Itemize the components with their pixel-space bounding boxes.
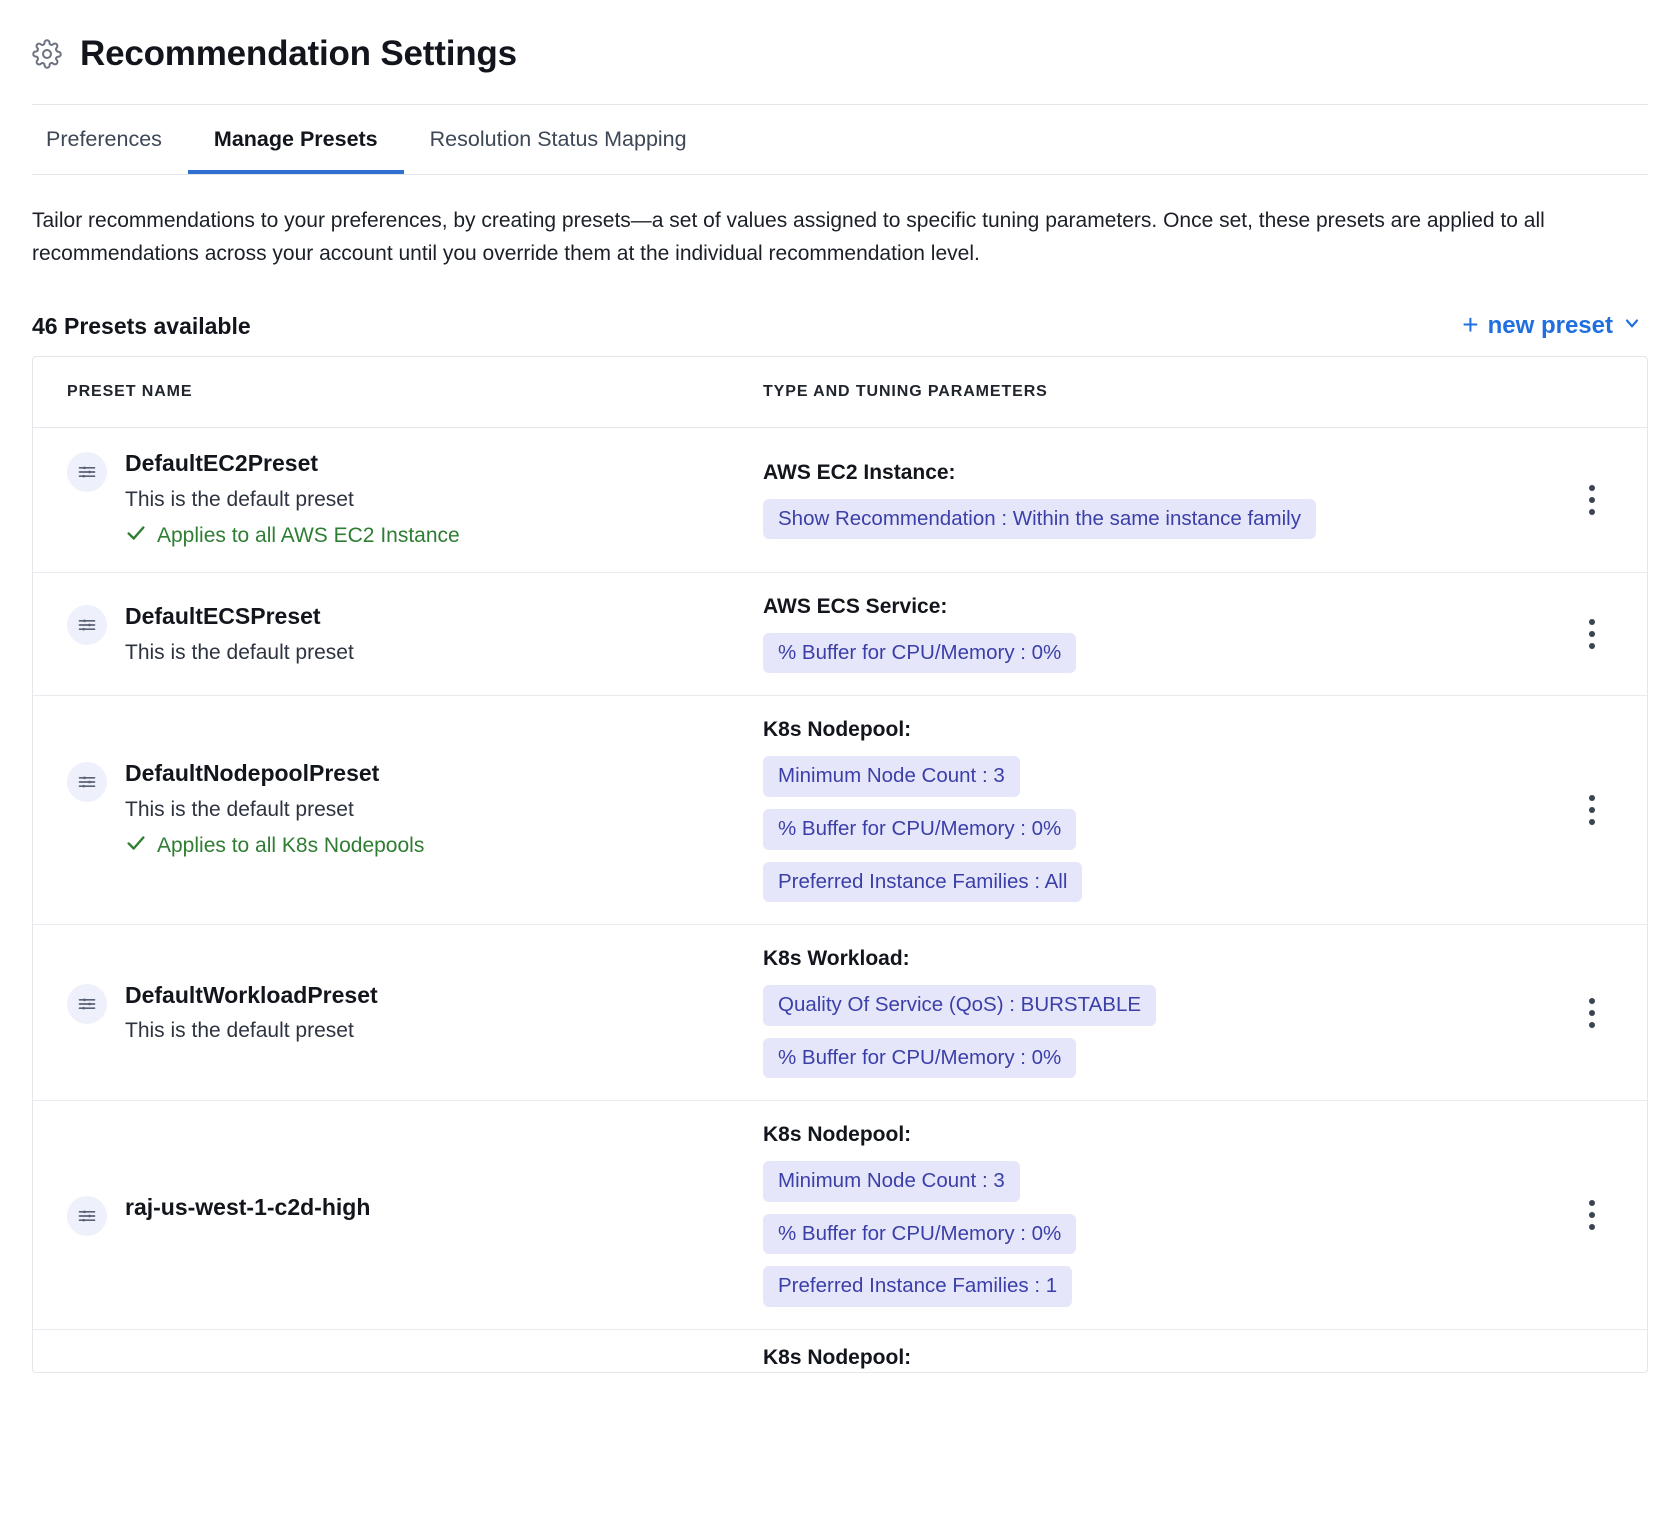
tuning-parameter-chip: Preferred Instance Families : All <box>763 862 1082 903</box>
preset-name: DefaultEC2Preset <box>125 450 319 477</box>
preset-name: DefaultWorkloadPreset <box>125 981 378 1008</box>
row-menu-button[interactable] <box>1575 478 1609 522</box>
preset-name-cell <box>33 760 753 860</box>
row-menu-button[interactable] <box>1575 788 1609 832</box>
new-preset-button[interactable] <box>1462 309 1648 341</box>
applies-to-label <box>125 832 424 860</box>
preset-name-text <box>125 982 378 1044</box>
tuning-parameter-chip: Quality Of Service (QoS) : BURSTABLE <box>763 985 1156 1026</box>
presets-count-label: 46 Presets available <box>32 312 251 339</box>
table-row[interactable] <box>33 573 1647 697</box>
preset-name: DefaultNodepoolPreset <box>125 760 380 787</box>
table-row[interactable] <box>33 428 1647 573</box>
presets-table <box>32 356 1648 1373</box>
sliders-icon <box>67 605 107 645</box>
row-actions-cell <box>1537 612 1647 656</box>
tab-preferences[interactable]: Preferences <box>46 127 162 151</box>
tuning-parameters-cell <box>753 947 1537 1078</box>
applies-to-label <box>125 522 460 550</box>
table-row[interactable] <box>33 925 1647 1101</box>
row-menu-button[interactable] <box>1575 612 1609 656</box>
row-actions-cell <box>1537 788 1647 832</box>
preset-name: raj-us-west-1-c2d-high <box>125 1194 371 1220</box>
row-actions-cell <box>1537 478 1647 522</box>
table-row[interactable] <box>33 1101 1647 1330</box>
plus-icon: + <box>1462 309 1479 341</box>
table-header-row <box>33 357 1647 428</box>
tab-manage-presets[interactable]: Manage Presets <box>188 105 404 174</box>
tuning-parameter-chip: % Buffer for CPU/Memory : 0% <box>763 1214 1076 1255</box>
row-menu-button[interactable] <box>1575 991 1609 1035</box>
tuning-parameter-chip: Preferred Instance Families : 1 <box>763 1266 1072 1307</box>
row-actions-cell <box>1537 1193 1647 1237</box>
resource-type-label: K8s Nodepool: <box>763 718 912 742</box>
preset-name-text <box>125 603 354 665</box>
resource-type-label: K8s Workload: <box>763 947 910 971</box>
tuning-parameters-cell <box>753 1123 1537 1307</box>
tuning-parameter-chip: % Buffer for CPU/Memory : 0% <box>763 1038 1076 1079</box>
resource-type-label: K8s Nodepool: <box>763 1345 912 1369</box>
resource-type-label: AWS EC2 Instance: <box>763 460 956 484</box>
table-row[interactable] <box>33 1330 1647 1372</box>
applies-to-text: Applies to all K8s Nodepools <box>157 834 425 858</box>
sliders-icon <box>67 984 107 1024</box>
preset-description: This is the default preset <box>125 797 354 821</box>
chevron-down-icon <box>1622 312 1642 340</box>
preset-description: This is the default preset <box>125 487 354 511</box>
tuning-parameters-cell <box>753 1346 1537 1372</box>
tuning-parameter-chip: Minimum Node Count : 3 <box>763 1161 1020 1202</box>
column-header-type-and-tuning-parameters: TYPE AND TUNING PARAMETERS <box>763 383 1048 401</box>
applies-to-text: Applies to all AWS EC2 Instance <box>157 524 460 548</box>
tuning-parameters-cell <box>753 461 1537 540</box>
table-row[interactable] <box>33 696 1647 925</box>
preset-name-cell <box>33 603 753 665</box>
preset-name-text <box>125 1194 370 1220</box>
preset-name: DefaultECSPreset <box>125 603 321 630</box>
tuning-parameter-chip: % Buffer for CPU/Memory : 0% <box>763 633 1076 674</box>
check-icon <box>125 832 147 860</box>
sliders-icon <box>67 762 107 802</box>
preset-name-text <box>125 760 424 860</box>
new-preset-label: new preset <box>1487 312 1613 340</box>
preset-name-text <box>125 450 460 550</box>
column-header-actions <box>1537 383 1647 401</box>
preset-description: This is the default preset <box>125 640 354 664</box>
preset-description: This is the default preset <box>125 1019 354 1043</box>
sliders-icon <box>67 452 107 492</box>
tuning-parameter-chip: Show Recommendation : Within the same instance family <box>763 499 1316 540</box>
column-header-preset-name: PRESET NAME <box>67 383 193 401</box>
preset-name-cell <box>33 450 753 550</box>
check-icon <box>125 522 147 550</box>
presets-toolbar <box>32 309 1648 341</box>
intro-text: Tailor recommendations to your preferences, by creating presets—a set of values assigned to specific tuning parameters. Once set, these presets are applied to all recommendations across your account until you override them at the individual recommendation level. <box>32 209 1545 265</box>
settings-tabs <box>32 105 1648 175</box>
tuning-parameters-cell <box>753 718 1537 902</box>
row-menu-button[interactable] <box>1575 1193 1609 1237</box>
tuning-parameter-chip: % Buffer for CPU/Memory : 0% <box>763 809 1076 850</box>
tuning-parameters-cell <box>753 595 1537 674</box>
tab-resolution-status-mapping[interactable]: Resolution Status Mapping <box>429 127 687 151</box>
tuning-parameter-chip: Minimum Node Count : 3 <box>763 756 1020 797</box>
row-actions-cell <box>1537 991 1647 1035</box>
page-title: Recommendation Settings <box>80 34 517 73</box>
sliders-icon <box>67 1196 107 1236</box>
preset-name-cell <box>33 982 753 1044</box>
resource-type-label: K8s Nodepool: <box>763 1123 912 1147</box>
resource-type-label: AWS ECS Service: <box>763 594 948 618</box>
page-header <box>32 0 1648 104</box>
preset-name-cell <box>33 1194 753 1236</box>
gear-icon <box>32 39 62 69</box>
